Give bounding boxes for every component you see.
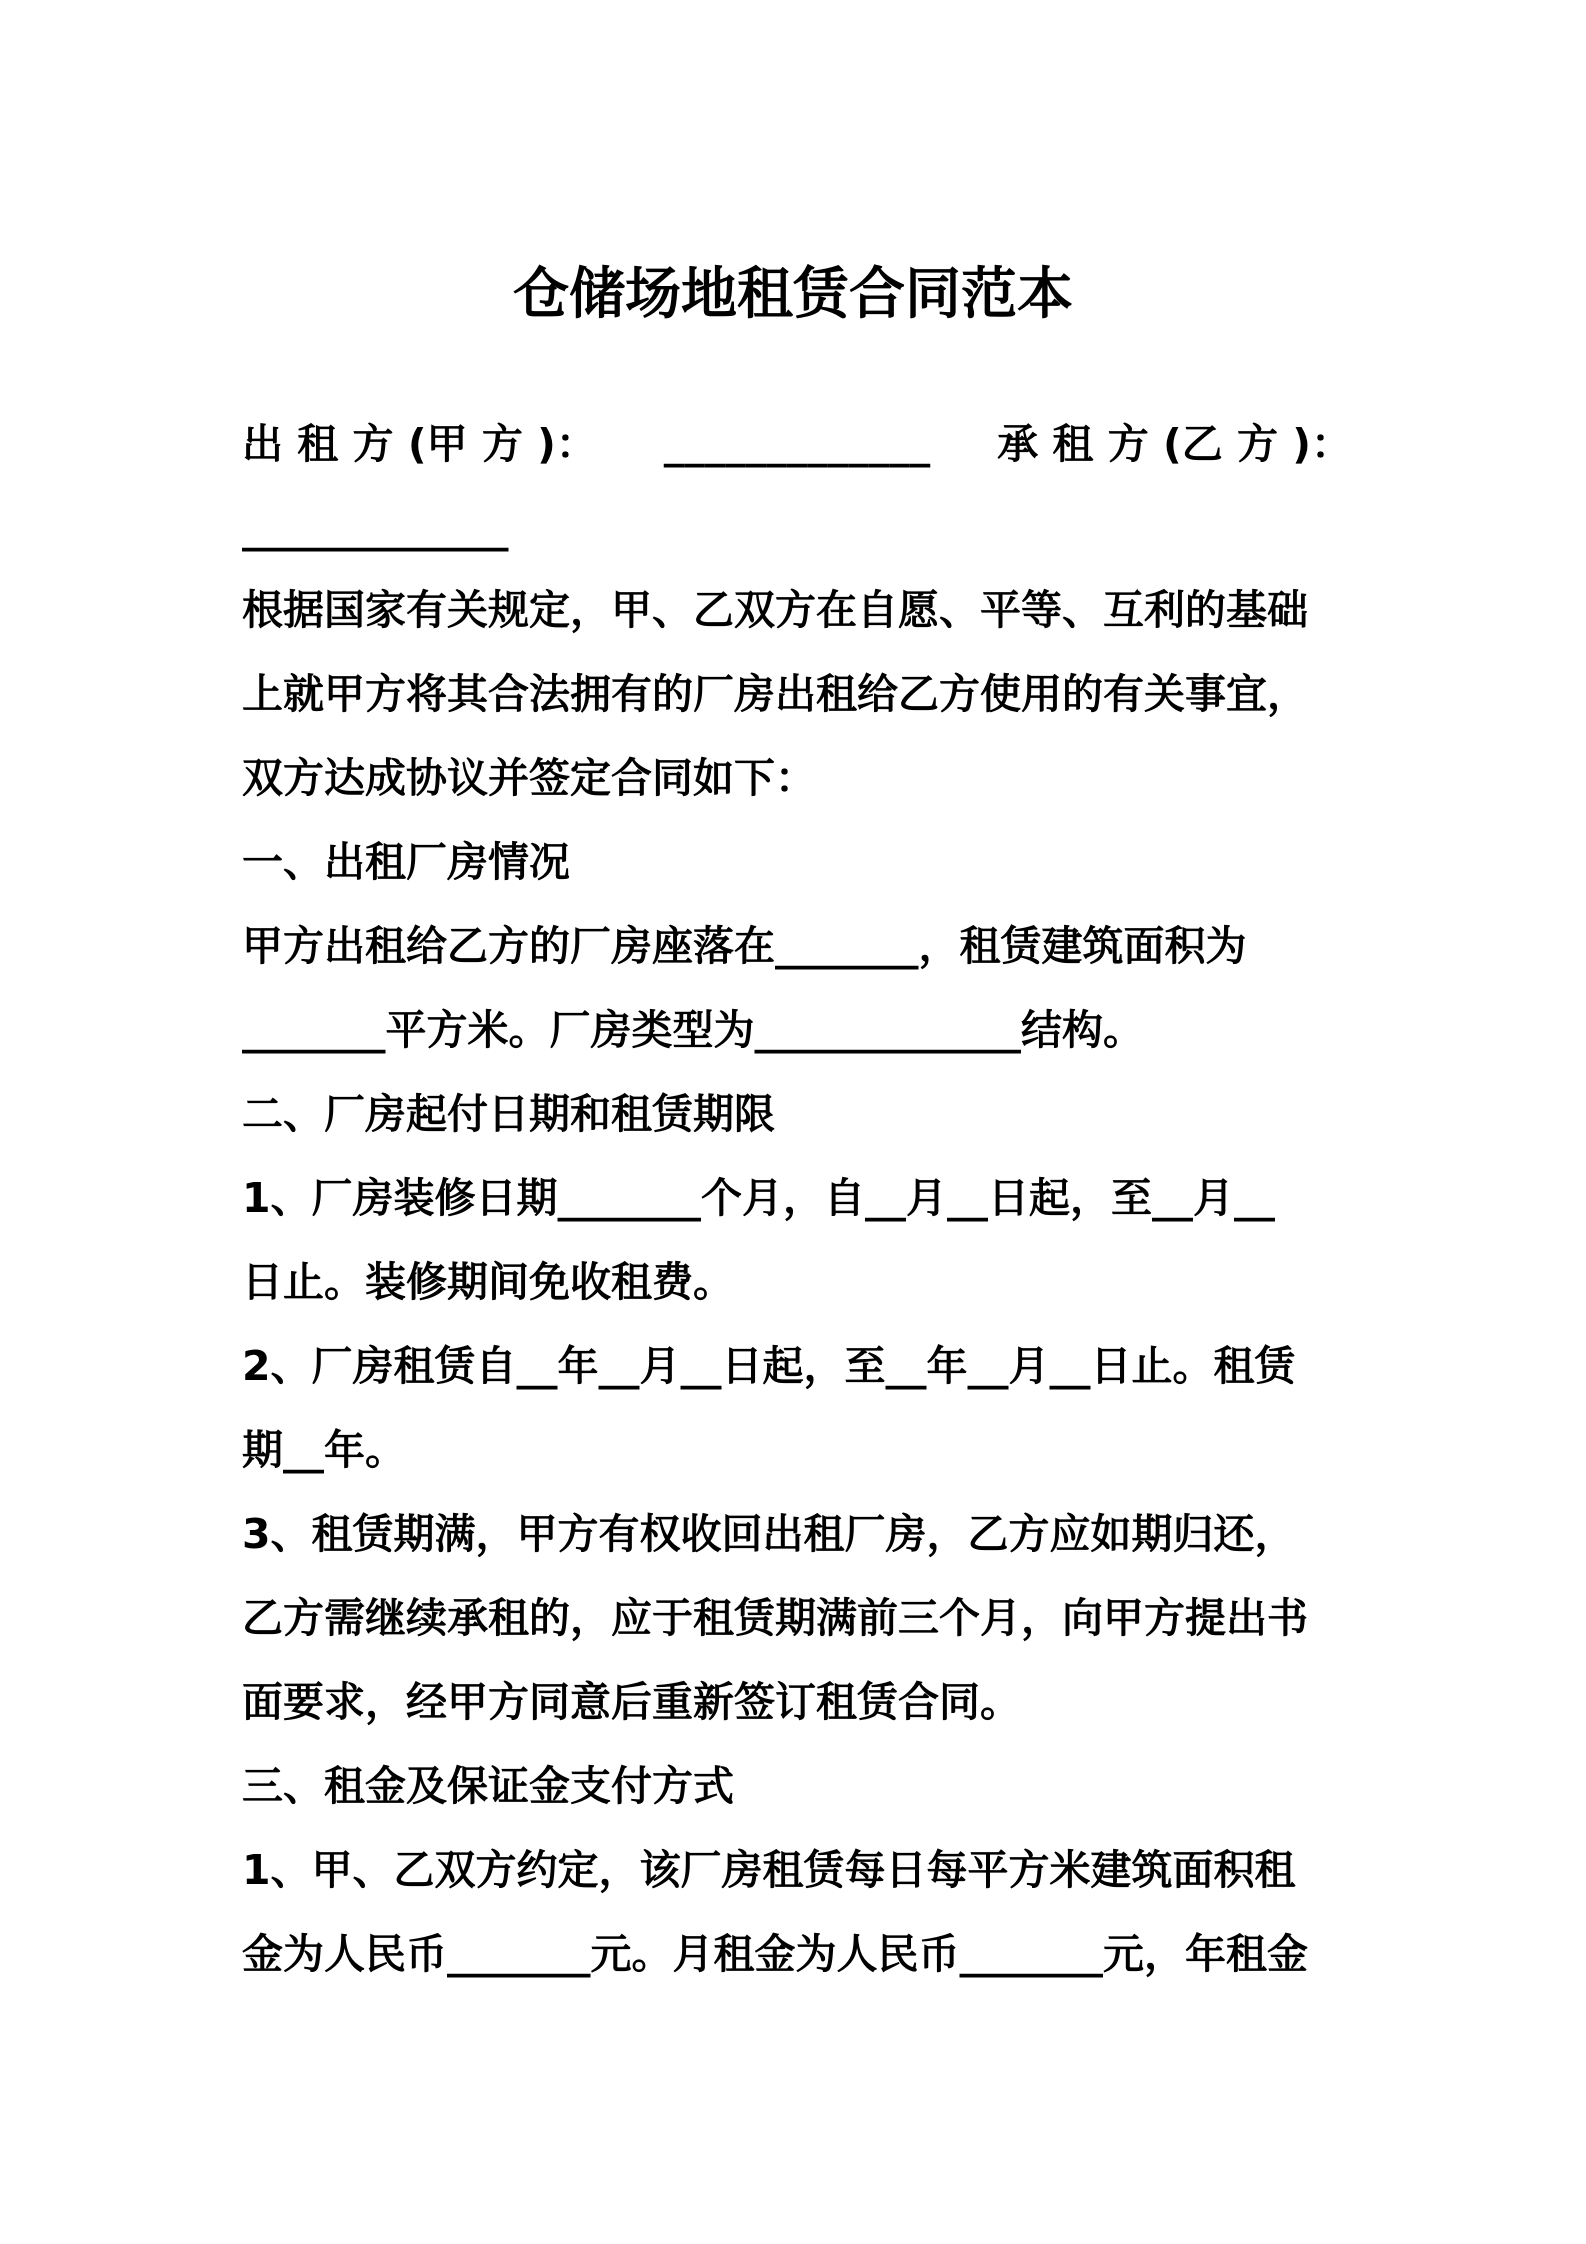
body-line: 双方达成协议并签定合同如下：: [242, 754, 816, 802]
lessee-blank: _____________: [242, 504, 509, 552]
body-line: 上就甲方将其合法拥有的厂房出租给乙方使用的有关事宜，: [242, 670, 1308, 718]
body-line: 乙方需继续承租的，应于租赁期满前三个月，向甲方提出书: [242, 1594, 1308, 1642]
lessor-blank: _____________: [663, 420, 931, 468]
body-line: 日止。装修期间免收租费。: [242, 1258, 734, 1306]
section-heading-1: 一、出租厂房情况: [242, 838, 570, 886]
body-line: 1、厂房装修日期_______个月，自__月__日起，至__月__: [242, 1174, 1276, 1222]
body-line: _______平方米。厂房类型为_____________结构。: [242, 1006, 1144, 1054]
lessor-label: 出 租 方 (甲 方 )：: [242, 420, 597, 468]
body-line: 3、租赁期满，甲方有权收回出租厂房，乙方应如期归还，: [242, 1510, 1296, 1558]
document-title: 仓储场地租赁合同范本: [513, 262, 1073, 327]
body-line: 2、厂房租赁自__年__月__日起，至__年__月__日止。租赁: [242, 1342, 1296, 1390]
lessee-label: 承 租 方 (乙 方 )：: [997, 420, 1352, 468]
body-line: 1、甲、乙双方约定，该厂房租赁每日每平方米建筑面积租: [242, 1846, 1296, 1894]
body-line: 期__年。: [242, 1426, 406, 1474]
body-line: 金为人民币_______元。月租金为人民币_______元，年租金: [242, 1930, 1308, 1978]
parties-line: [242, 402, 1352, 486]
section-heading-2: 二、厂房起付日期和租赁期限: [242, 1090, 775, 1138]
body-line: 根据国家有关规定，甲、乙双方在自愿、平等、互利的基础: [242, 586, 1308, 634]
section-heading-3: 三、租金及保证金支付方式: [242, 1762, 734, 1810]
body-line: 面要求，经甲方同意后重新签订租赁合同。: [242, 1678, 1021, 1726]
lessee-blank-line: [242, 486, 1352, 570]
contract-body: [242, 568, 1352, 1996]
body-line: 甲方出租给乙方的厂房座落在_______，租赁建筑面积为: [242, 922, 1247, 970]
parties-section: [242, 402, 1352, 570]
